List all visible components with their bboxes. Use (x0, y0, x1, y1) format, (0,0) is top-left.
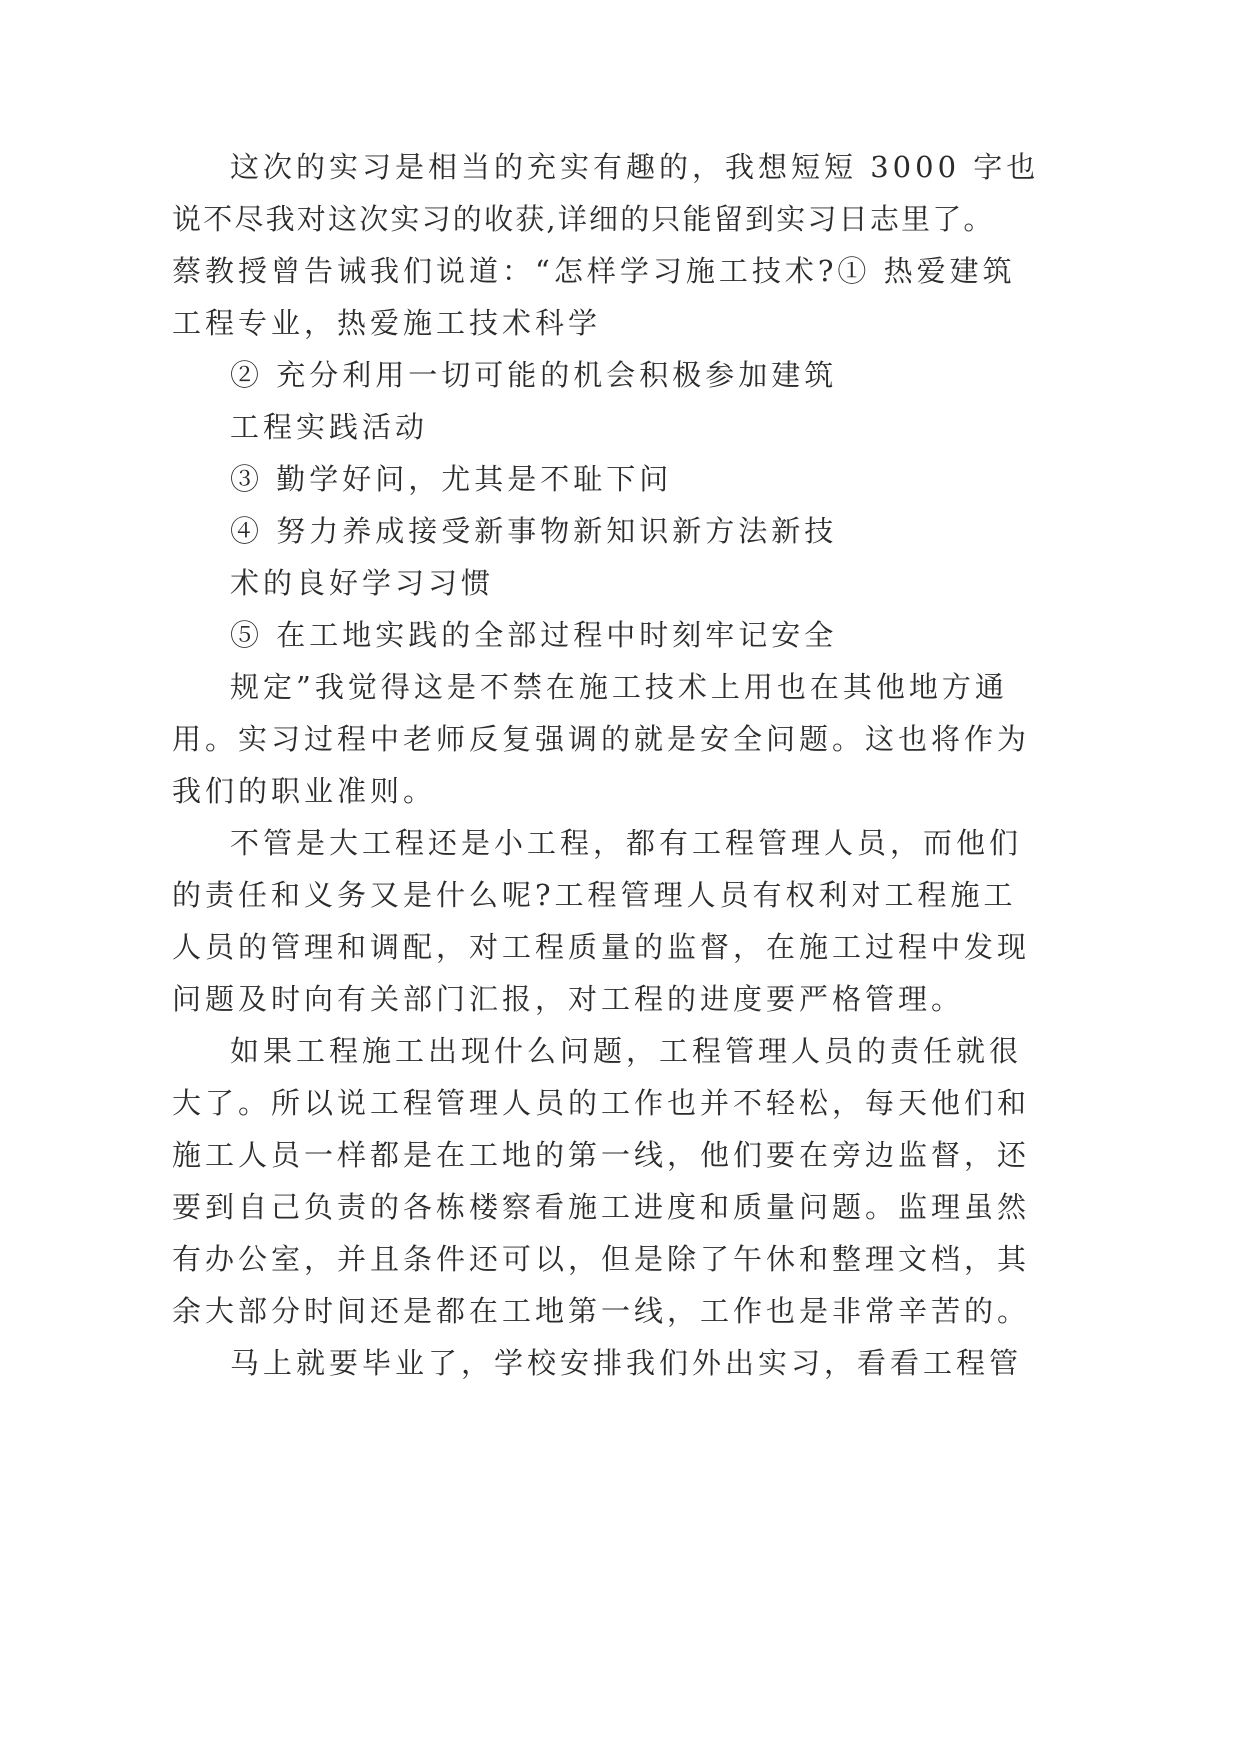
text-line: 施工人员一样都是在工地的第一线，他们要在旁边监督，还 (172, 1138, 1031, 1172)
text-line: 的责任和义务又是什么呢?工程管理人员有权利对工程施工 (172, 878, 1017, 912)
text-line: 大了。所以说工程管理人员的工作也并不轻松，每天他们和 (172, 1086, 1031, 1120)
text-line: 说不尽我对这次实习的收获,详细的只能留到实习日志里了。 (172, 202, 995, 236)
text-line: 规定”我觉得这是不禁在施工技术上用也在其他地方通 (230, 670, 1008, 704)
text-line: 这次的实习是相当的充实有趣的，我想短短 3000 字也 (230, 150, 1040, 184)
text-line: 如果工程施工出现什么问题，工程管理人员的责任就很 (230, 1034, 1023, 1068)
text-line: 工程专业，热爱施工技术科学 (172, 306, 602, 340)
text-line: 不管是大工程还是小工程，都有工程管理人员，而他们 (230, 826, 1023, 860)
text-line: 蔡教授曾告诫我们说道：“怎样学习施工技术?① 热爱建筑 (172, 254, 1016, 288)
text-line: 马上就要毕业了，学校安排我们外出实习，看看工程管 (230, 1346, 1023, 1380)
text-line: 有办公室，并且条件还可以，但是除了午休和整理文档，其 (172, 1242, 1031, 1276)
text-line: 我们的职业准则。 (172, 774, 437, 808)
text-line: 术的良好学习习惯 (230, 566, 495, 600)
text-line: 问题及时向有关部门汇报，对工程的进度要严格管理。 (172, 982, 965, 1016)
text-line: 人员的管理和调配，对工程质量的监督，在施工过程中发现 (172, 930, 1031, 964)
list-item: ⑤ 在工地实践的全部过程中时刻牢记安全 (230, 618, 838, 652)
list-item: ③ 勤学好问，尤其是不耻下问 (230, 462, 673, 496)
text-line: 要到自己负责的各栋楼察看施工进度和质量问题。监理虽然 (172, 1190, 1031, 1224)
text-line: 工程实践活动 (230, 410, 429, 444)
text-line: 余大部分时间还是都在工地第一线，工作也是非常辛苦的。 (172, 1294, 1031, 1328)
list-item: ② 充分利用一切可能的机会积极参加建筑 (230, 358, 838, 392)
list-item: ④ 努力养成接受新事物新知识新方法新技 (230, 514, 838, 548)
text-line: 用。实习过程中老师反复强调的就是安全问题。这也将作为 (172, 722, 1031, 756)
